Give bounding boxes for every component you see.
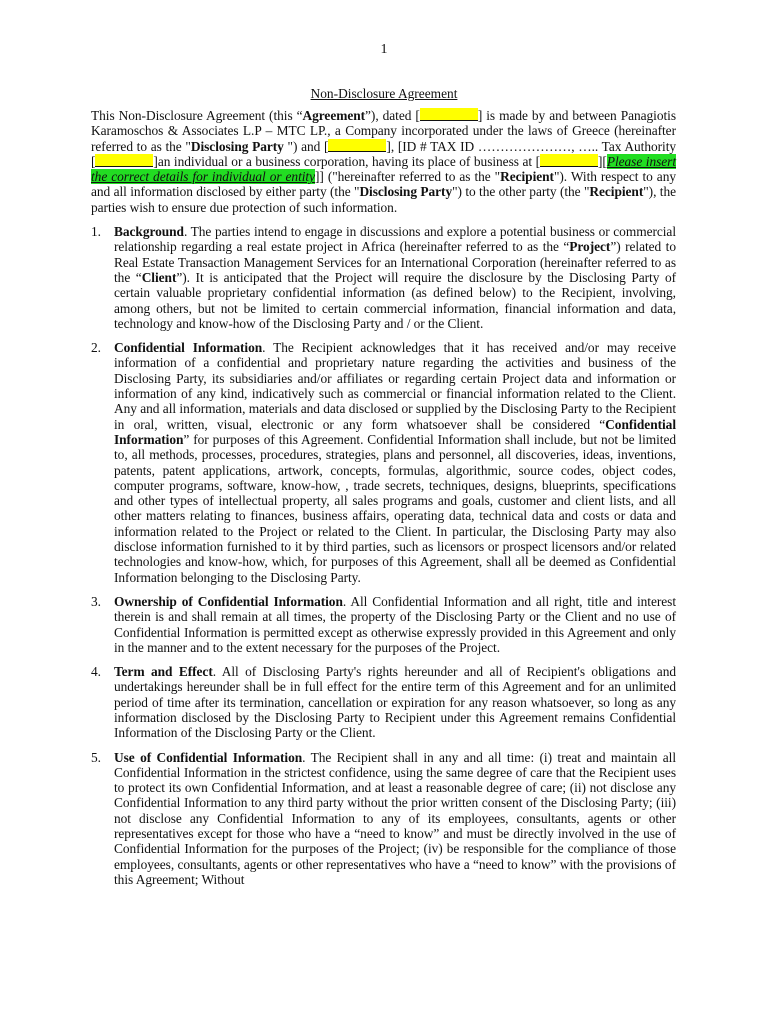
- clause-heading: Confidential Information: [114, 340, 263, 356]
- clause-body: . The Recipient acknowledges that it has received and/or may receive information of a confidential and proprietary nature regarding the activities and business of the Disclosing Party, its subsidiaries and/or affiliates or regarding certain Project data and information or information of any kind, indicatively such as commercial or financial information related to the Client. Any and all information, materials and data disclosed or supplied by the Disclosing Party to the Recipient in oral, written, visual, electronic or any form whatsoever shall be considered “: [114, 340, 676, 432]
- defined-term-client: Client: [141, 269, 177, 285]
- clause-body: . The Recipient shall in any and all time: (i) treat and maintain all Confidential Information in the strictest confidence, using the same degree of care that the Recipient uses to protect its own Confidential Information, and at least a reasonable degree of care; (ii) not disclose any Confidential Information to any third party without the prior written consent of the Disclosing Party; (iii) not disclose any Confidential Information to any of its employees, consultants, agents or other representatives except for those who have a “need to know” and must be directly involved in the use of Confidential Information for the purposes of the Project; (iv) be responsible for the compliance of those employees, consultants, agents or other representatives who have a “need to know” with the provisions of this Agreement; Without: [114, 749, 676, 887]
- clause-text: [114, 224, 676, 331]
- clause-number: 1.: [91, 224, 101, 240]
- clause-text: [114, 664, 676, 740]
- intro-text: This Non-Disclosure Agreement (this “: [91, 108, 303, 123]
- defined-term-agreement: Agreement: [302, 108, 366, 123]
- clause-body: ” for purposes of this Agreement. Confidential Information shall include, but not be limited to, all methods, processes, procedures, strategies, plans and personnel, all discoveries, ideas, inventions, patents, patent applications, artwork, concepts, formulas, algorithmic, source codes, object codes, computer programs, software, know-how, , trade secrets, techniques, designs, blueprints, specifications and other types of intellectual property, all sales programs and goals, customer and client lists, and all other matters relating to finances, business affairs, operating data, technical data and costs or data and information related to the Project or related to the Client. In particular, the Disclosing Party may also disclose information furnished to it by third parties, such as licensors or prospect licensors and/or related technologies and know-how, which, for purposes of this Agreement, shall all be deemed as Confidential Information belonging to the Disclosing Party.: [114, 431, 676, 585]
- clause-number: 3.: [91, 593, 101, 609]
- clause-number: 4.: [91, 664, 101, 680]
- clause-background: [91, 224, 676, 331]
- intro-text: ”), dated [: [365, 108, 420, 123]
- intro-text: "). With respect to any and all information disclosed by either party (the ": [91, 169, 676, 200]
- document-body: [91, 108, 676, 896]
- defined-term-project: Project: [569, 239, 611, 255]
- intro-text: ][: [598, 153, 607, 169]
- clause-text: [114, 594, 676, 655]
- defined-term-disclosing-party: Disclosing Party: [359, 184, 453, 200]
- clause-heading: Use of Confidential Information: [114, 749, 303, 765]
- clause-number: 5.: [91, 749, 101, 765]
- instruction-note: Please insert the correct details for individual or entity: [91, 153, 676, 185]
- clause-ownership: [91, 594, 676, 655]
- clause-text: [114, 340, 676, 585]
- clause-body: . All of Disclosing Party's rights hereunder and all of Recipient's obligations and undertakings hereunder shall be in full effect for the entire term of this Agreement and for an unlimited period of time after its termination, cancellation or expiration for any reason whatsoever, so long as any information disclosed by the Disclosing Party to Recipient under this Agreement remains Confidential Information of the Disclosing Party or the Client.: [114, 664, 676, 741]
- document-title-text: Non-Disclosure Agreement: [310, 86, 458, 101]
- intro-text: ], [ID # TAX ID …………………, ….. Tax Authority [: [91, 138, 677, 169]
- date-field[interactable]: [420, 108, 478, 121]
- intro-text: "), the parties wish to ensure due protection of such information.: [91, 184, 676, 215]
- intro-text: ") and [: [283, 138, 329, 154]
- page-number: 1: [380, 42, 388, 57]
- clause-body: ”) related to Real Estate Transaction Management Services for an International Corporation (hereinafter referred to as the “: [114, 239, 676, 285]
- intro-text: ") to the other party (the ": [452, 184, 590, 200]
- clause-heading: Ownership of Confidential Information: [114, 593, 343, 609]
- defined-term-confidential-information: Confidential Information: [114, 416, 676, 447]
- defined-term-recipient: Recipient: [500, 169, 554, 185]
- clause-text: [114, 750, 676, 888]
- intro-text: ] is made by and between Panagiotis Karamoschos & Associates L.P – MTC LP., a Company incorporated under the laws of Greece (hereinafter referred to as the ": [91, 108, 676, 154]
- clause-body: ”). It is anticipated that the Project will require the disclosure by the Disclosing Party of certain valuable proprietary confidential information (as defined below) to the Recipient, involving, among others, but not be limited to certain commercial information, financial information and data, technology and know-how of the Disclosing Party and / or the Client.: [114, 269, 676, 331]
- clause-number: 2.: [91, 340, 101, 356]
- clause-confidential-information: [91, 340, 676, 585]
- intro-paragraph: [91, 108, 676, 215]
- intro-text: ]] ("hereinafter referred to as the ": [314, 169, 501, 185]
- tax-authority-field[interactable]: [95, 154, 153, 167]
- place-of-business-field[interactable]: [540, 154, 598, 167]
- clause-use-of-confidential-information: [91, 750, 676, 888]
- defined-term-disclosing-party: Disclosing Party: [190, 138, 284, 154]
- party-name-field[interactable]: [328, 139, 386, 152]
- intro-text: ]an individual or a business corporation, having its place of business at [: [153, 153, 540, 169]
- clause-body: . All Confidential Information and all right, title and interest therein is and shall remain at all times, the property of the Disclosing Party or the Client and no use of Confidential Information is permitted except as otherwise expressly provided in this Agreement and only in the manner and to the extent necessary for the purposes of the Project.: [114, 593, 676, 655]
- clause-heading: Term and Effect: [114, 664, 213, 680]
- clause-body: . The parties intend to engage in discussions and explore a potential business or commercial relationship regarding a real estate project in Africa (hereinafter referred to as the “: [114, 224, 676, 255]
- clause-term-and-effect: [91, 664, 676, 740]
- document-title: [0, 86, 768, 101]
- clause-heading: Background: [114, 224, 184, 240]
- defined-term-recipient: Recipient: [589, 184, 644, 200]
